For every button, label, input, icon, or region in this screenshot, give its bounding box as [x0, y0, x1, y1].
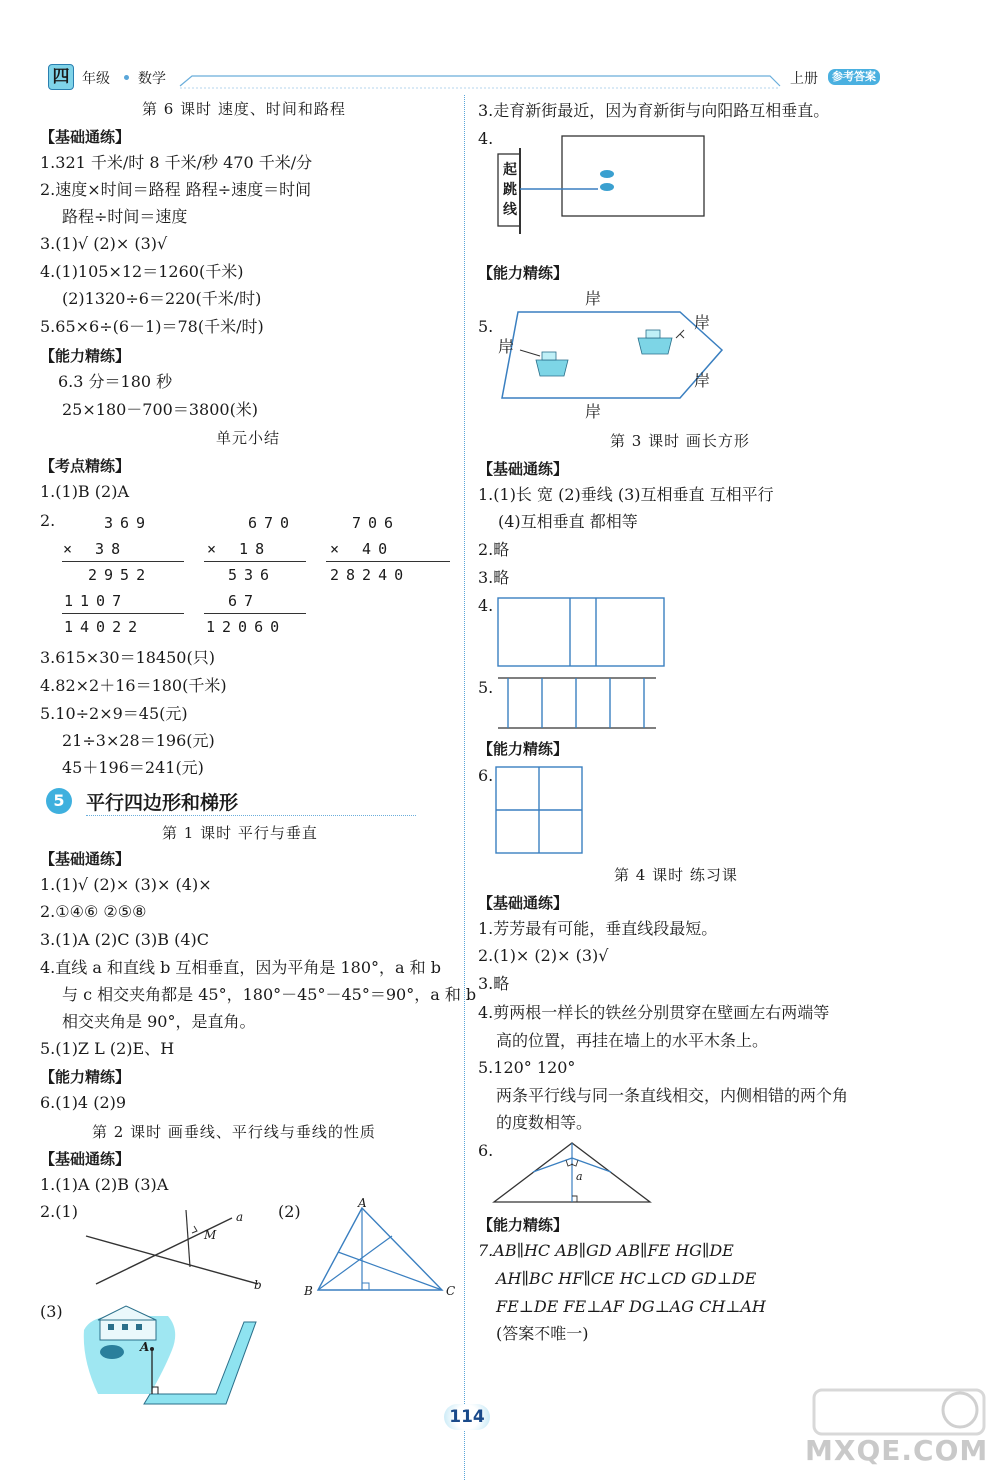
shore-label: 岸 [498, 337, 515, 356]
section-heading: 【基础通练】 [40, 128, 131, 146]
lesson-title: 第 3 课时 画长方形 [610, 432, 750, 450]
answer-line: 1.(1)A (2)B (3)A [40, 1175, 169, 1194]
answer-line: 5.65×6÷(6－1)＝78(千米/时) [40, 317, 264, 336]
chapter-number-badge: 5 [46, 788, 72, 814]
section-heading: 【考点精练】 [40, 457, 131, 475]
subject-label: 数学 [138, 71, 166, 87]
fig-label: b [254, 1278, 262, 1292]
answer-line: 5.120° 120° [478, 1058, 576, 1077]
fig-label: M [204, 1228, 217, 1242]
answer-line: 1.(1)√ (2)× (3)× (4)× [40, 875, 212, 894]
fig-label: B [304, 1284, 313, 1298]
answer-line: (4)互相垂直 都相等 [498, 512, 638, 531]
answer-line: 2.略 [478, 540, 510, 559]
fig-label: a [236, 1210, 244, 1224]
shore-label: 岸 [694, 371, 711, 390]
answer-line: 2.(1) [40, 1202, 78, 1221]
answer-line: 1.(1)长 宽 (2)垂线 (3)互相垂直 互相平行 [478, 485, 774, 504]
answer-line: 3.略 [478, 568, 510, 587]
answer-line: 1.芳芳最有可能，垂直线段最短。 [478, 919, 718, 938]
page-number: 114 [444, 1404, 490, 1430]
section-heading: 【能力精练】 [478, 1216, 569, 1234]
answer-line: 3.走育新街最近，因为育新街与向阳路互相垂直。 [478, 101, 830, 120]
answer-line: 3.略 [478, 974, 510, 993]
answer-line: 25×180－700＝3800(米) [62, 400, 259, 419]
section-heading: 【能力精练】 [478, 740, 569, 758]
answer-line: 7.AB∥HC AB∥GD AB∥FE HG∥DE [478, 1241, 734, 1260]
answer-line: 4.直线 a 和直线 b 互相垂直，因为平角是 180°，a 和 b [40, 958, 441, 977]
answer-line: 45＋196＝241(元) [62, 758, 204, 777]
answer-line: 高的位置，再挂在墙上的水平木条上。 [496, 1031, 769, 1050]
takeoff-line-label: 起跳线 [503, 162, 517, 218]
answer-line: 6. [478, 1141, 494, 1160]
answer-line: 4. [478, 129, 494, 148]
answer-line: 1.321 千米/时 8 千米/秒 470 千米/分 [40, 153, 313, 172]
answers-tag: 参考答案 [828, 69, 880, 85]
answer-line: 6. [478, 766, 494, 785]
lesson-title: 第 1 课时 平行与垂直 [162, 824, 318, 842]
answer-line: 5. [478, 317, 494, 336]
section-heading: 【基础通练】 [478, 894, 569, 912]
answer-line: FE⊥DE FE⊥AF DG⊥AG CH⊥AH [496, 1297, 766, 1316]
answer-line: (3) [40, 1302, 63, 1321]
answer-line: AH∥BC HF∥CE HC⊥CD GD⊥DE [496, 1269, 757, 1288]
lesson-title: 第 4 课时 练习课 [614, 866, 738, 884]
watermark: MXQE.COM [805, 1434, 989, 1467]
answer-line: (答案不唯一) [496, 1324, 589, 1343]
answer-line: 1.(1)B (2)A [40, 482, 129, 501]
answer-line: 2.(1)× (2)× (3)√ [478, 946, 609, 965]
fig-label: C [446, 1284, 456, 1298]
answer-line: 3.(1)A (2)C (3)B (4)C [40, 930, 209, 949]
section-heading: 【能力精练】 [478, 264, 569, 282]
answer-line: 3.(1)√ (2)× (3)√ [40, 234, 168, 253]
fig-label: a [576, 1170, 583, 1183]
section-heading: 【能力精练】 [40, 1068, 131, 1086]
answer-line: 3.615×30＝18450(只) [40, 648, 215, 667]
shore-label: 岸 [585, 289, 602, 308]
grade-badge: 四 [48, 64, 74, 90]
section-heading: 【能力精练】 [40, 347, 131, 365]
answer-line: 2.①④⑥ ②⑤⑧ [40, 902, 147, 921]
answer-line: 6.3 分＝180 秒 [58, 372, 173, 391]
answer-line: 与 c 相交夹角都是 45°，180°－45°－45°＝90°，a 和 b [62, 985, 477, 1004]
section-heading: 【基础通练】 [478, 460, 569, 478]
answer-line: 4. [478, 596, 494, 615]
answer-line: 2.速度×时间＝路程 路程÷速度＝时间 [40, 180, 312, 199]
answer-line: 4.(1)105×12＝1260(千米) [40, 262, 244, 281]
answer-line: 21÷3×28＝196(元) [62, 731, 215, 750]
answer-line: 2. [40, 511, 56, 530]
answer-line: 路程÷时间＝速度 [62, 207, 188, 226]
answer-line: 两条平行线与同一条直线相交，内侧相错的两个角 [496, 1086, 849, 1105]
answer-line: (2) [278, 1202, 301, 1221]
unit-summary-title: 单元小结 [216, 429, 281, 447]
answer-line: 相交夹角是 90°，是直角。 [62, 1012, 256, 1031]
section-heading: 【基础通练】 [40, 850, 131, 868]
volume-label: 上册 [790, 71, 818, 87]
answer-line: (2)1320÷6＝220(千米/时) [62, 289, 262, 308]
section-heading: 【基础通练】 [40, 1150, 131, 1168]
answer-line: 5. [478, 678, 494, 697]
answer-line: 的度数相等。 [496, 1113, 593, 1132]
answer-line: 6.(1)4 (2)9 [40, 1093, 127, 1112]
lesson-title: 第 6 课时 速度、时间和路程 [142, 100, 346, 118]
answer-line: 5.(1)Z L (2)E、H [40, 1039, 175, 1058]
shore-label: 岸 [694, 313, 711, 332]
lesson-title: 第 2 课时 画垂线、平行线与垂线的性质 [92, 1123, 376, 1141]
answer-line: 5.10÷2×9＝45(元) [40, 704, 188, 723]
chapter-title: 平行四边形和梯形 [86, 792, 239, 814]
grade-label: 年级 [82, 71, 110, 87]
fig-label: A [358, 1196, 367, 1210]
shore-label: 岸 [585, 402, 602, 421]
answer-line: 4.剪两根一样长的铁丝分别贯穿在壁画左右两端等 [478, 1003, 830, 1022]
answer-line: 4.82×2＋16＝180(千米) [40, 676, 227, 695]
fig-label: A [140, 1340, 150, 1354]
